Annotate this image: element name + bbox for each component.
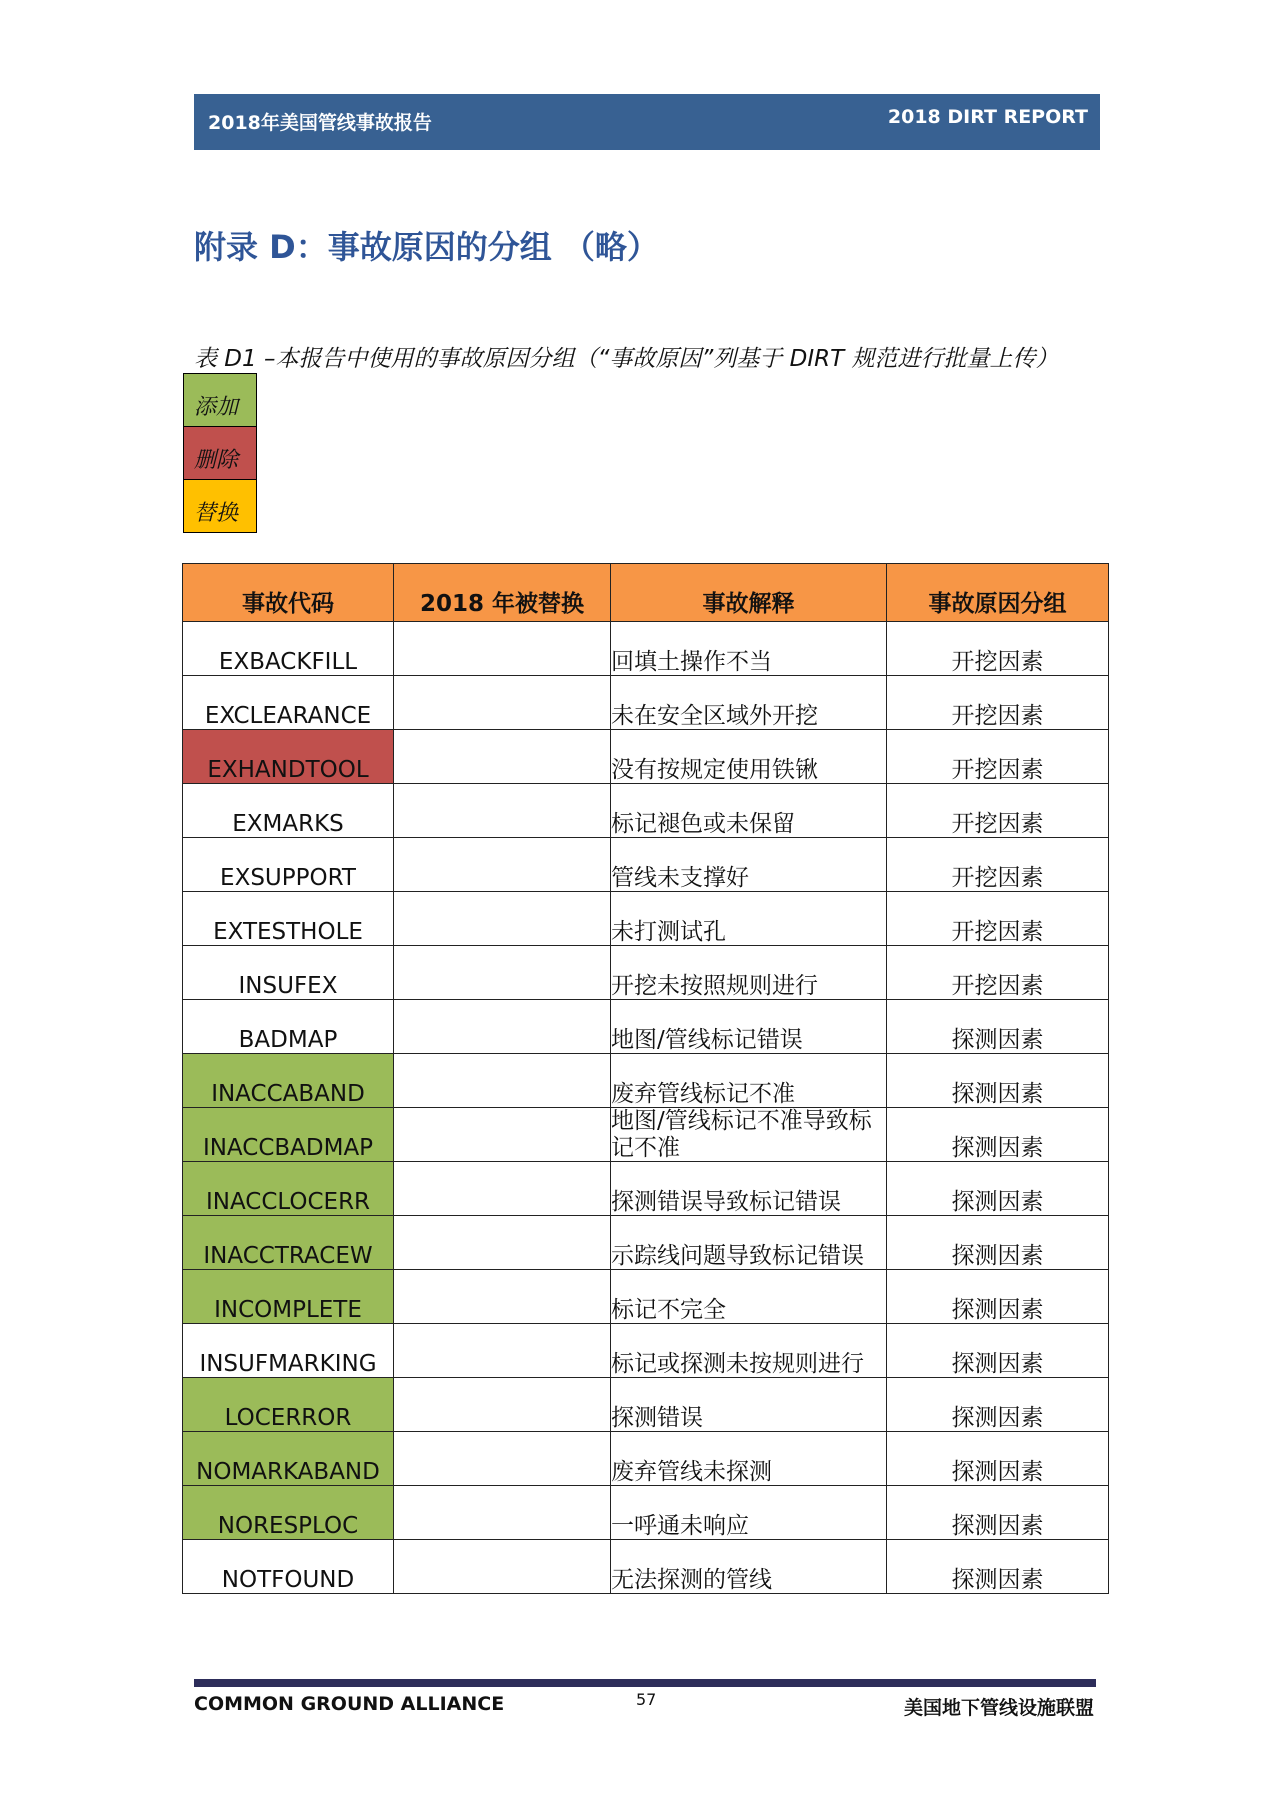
cell-description: 一呼通未响应	[611, 1486, 887, 1540]
cell-replaced	[394, 838, 611, 892]
cell-code: INSUFEX	[183, 946, 394, 1000]
cell-group: 探测因素	[887, 1378, 1109, 1432]
table-row	[183, 1432, 1109, 1486]
cell-group: 探测因素	[887, 1162, 1109, 1216]
cell-description: 开挖未按照规则进行	[611, 946, 887, 1000]
header-title-en: 2018 DIRT REPORT	[887, 106, 1088, 128]
cell-description: 探测错误导致标记错误	[611, 1162, 887, 1216]
header-title-cn: 2018年美国管线事故报告	[208, 112, 432, 134]
cell-group: 开挖因素	[887, 730, 1109, 784]
cell-replaced	[394, 1270, 611, 1324]
cell-code: NORESPLOC	[183, 1486, 394, 1540]
cell-code: INACCLOCERR	[183, 1162, 394, 1216]
cell-description: 废弃管线未探测	[611, 1432, 887, 1486]
header-bar	[194, 94, 1100, 150]
cell-replaced	[394, 1216, 611, 1270]
header-replaced: 2018 年被替换	[394, 564, 611, 622]
cell-group: 开挖因素	[887, 892, 1109, 946]
cell-description: 标记褪色或未保留	[611, 784, 887, 838]
table-row	[183, 1486, 1109, 1540]
legend	[183, 373, 257, 533]
cell-replaced	[394, 892, 611, 946]
table-header-row	[183, 564, 1109, 622]
cell-replaced	[394, 784, 611, 838]
table-row	[183, 622, 1109, 676]
cell-group: 开挖因素	[887, 784, 1109, 838]
header-code: 事故代码	[183, 564, 394, 622]
table-row	[183, 1162, 1109, 1216]
cell-replaced	[394, 1378, 611, 1432]
cell-group: 探测因素	[887, 1540, 1109, 1594]
cell-replaced	[394, 946, 611, 1000]
cell-code: NOTFOUND	[183, 1540, 394, 1594]
cell-group: 探测因素	[887, 1486, 1109, 1540]
table-row	[183, 730, 1109, 784]
cell-description: 探测错误	[611, 1378, 887, 1432]
cell-group: 探测因素	[887, 1324, 1109, 1378]
cell-description: 未打测试孔	[611, 892, 887, 946]
cell-code: EXTESTHOLE	[183, 892, 394, 946]
page-number: 57	[636, 1690, 657, 1709]
cell-group: 探测因素	[887, 1108, 1109, 1162]
cell-description: 无法探测的管线	[611, 1540, 887, 1594]
cell-code: INACCTRACEW	[183, 1216, 394, 1270]
cell-description: 标记不完全	[611, 1270, 887, 1324]
cell-code: EXBACKFILL	[183, 622, 394, 676]
cell-group: 探测因素	[887, 1432, 1109, 1486]
cell-group: 开挖因素	[887, 838, 1109, 892]
cell-code: EXHANDTOOL	[183, 730, 394, 784]
cell-description: 标记或探测未按规则进行	[611, 1324, 887, 1378]
footer-organization: COMMON GROUND ALLIANCE	[194, 1693, 505, 1715]
cell-replaced	[394, 730, 611, 784]
cell-replaced	[394, 1054, 611, 1108]
cell-replaced	[394, 1432, 611, 1486]
cell-code: INACCBADMAP	[183, 1108, 394, 1162]
cell-description: 未在安全区域外开挖	[611, 676, 887, 730]
table-row	[183, 946, 1109, 1000]
cell-group: 探测因素	[887, 1054, 1109, 1108]
legend-added: 添加	[183, 373, 257, 427]
cell-description: 废弃管线标记不准	[611, 1054, 887, 1108]
cell-replaced	[394, 1000, 611, 1054]
table-row	[183, 1216, 1109, 1270]
table-row	[183, 1324, 1109, 1378]
table-row	[183, 838, 1109, 892]
appendix-title: 附录 D：事故原因的分组 （略）	[194, 228, 659, 266]
cell-description: 没有按规定使用铁锹	[611, 730, 887, 784]
header-group: 事故原因分组	[887, 564, 1109, 622]
cell-group: 开挖因素	[887, 676, 1109, 730]
cause-group-table	[182, 563, 1109, 1594]
table-row	[183, 1378, 1109, 1432]
cell-code: EXMARKS	[183, 784, 394, 838]
table-row	[183, 1540, 1109, 1594]
cell-description: 回填土操作不当	[611, 622, 887, 676]
cell-group: 探测因素	[887, 1000, 1109, 1054]
cell-group: 开挖因素	[887, 946, 1109, 1000]
table-row	[183, 1054, 1109, 1108]
cell-replaced	[394, 1108, 611, 1162]
cell-replaced	[394, 1324, 611, 1378]
cell-replaced	[394, 622, 611, 676]
header-description: 事故解释	[611, 564, 887, 622]
table-row	[183, 676, 1109, 730]
table-body	[183, 622, 1109, 1594]
cell-replaced	[394, 1486, 611, 1540]
cell-code: NOMARKABAND	[183, 1432, 394, 1486]
cell-replaced	[394, 1540, 611, 1594]
cell-group: 开挖因素	[887, 622, 1109, 676]
table-row	[183, 1000, 1109, 1054]
cell-description: 地图/管线标记不准导致标记不准	[611, 1108, 887, 1162]
cell-group: 探测因素	[887, 1216, 1109, 1270]
cell-replaced	[394, 676, 611, 730]
cell-code: BADMAP	[183, 1000, 394, 1054]
table-row	[183, 784, 1109, 838]
cell-description: 管线未支撑好	[611, 838, 887, 892]
footer-rule	[194, 1679, 1096, 1687]
cell-code: EXCLEARANCE	[183, 676, 394, 730]
footer-organization-cn: 美国地下管线设施联盟	[903, 1697, 1094, 1719]
legend-deleted: 删除	[183, 426, 257, 480]
cell-code: INSUFMARKING	[183, 1324, 394, 1378]
cell-code: LOCERROR	[183, 1378, 394, 1432]
cell-code: INACCABAND	[183, 1054, 394, 1108]
table-row	[183, 892, 1109, 946]
cell-group: 探测因素	[887, 1270, 1109, 1324]
cell-description: 地图/管线标记错误	[611, 1000, 887, 1054]
cell-code: EXSUPPORT	[183, 838, 394, 892]
cell-code: INCOMPLETE	[183, 1270, 394, 1324]
legend-replaced: 替换	[183, 479, 257, 533]
table-row	[183, 1108, 1109, 1162]
cell-description: 示踪线问题导致标记错误	[611, 1216, 887, 1270]
cell-replaced	[394, 1162, 611, 1216]
table-caption: 表 D1 –本报告中使用的事故原因分组（“事故原因”列基于 DIRT 规范进行批量上传）	[194, 346, 1059, 372]
table-row	[183, 1270, 1109, 1324]
